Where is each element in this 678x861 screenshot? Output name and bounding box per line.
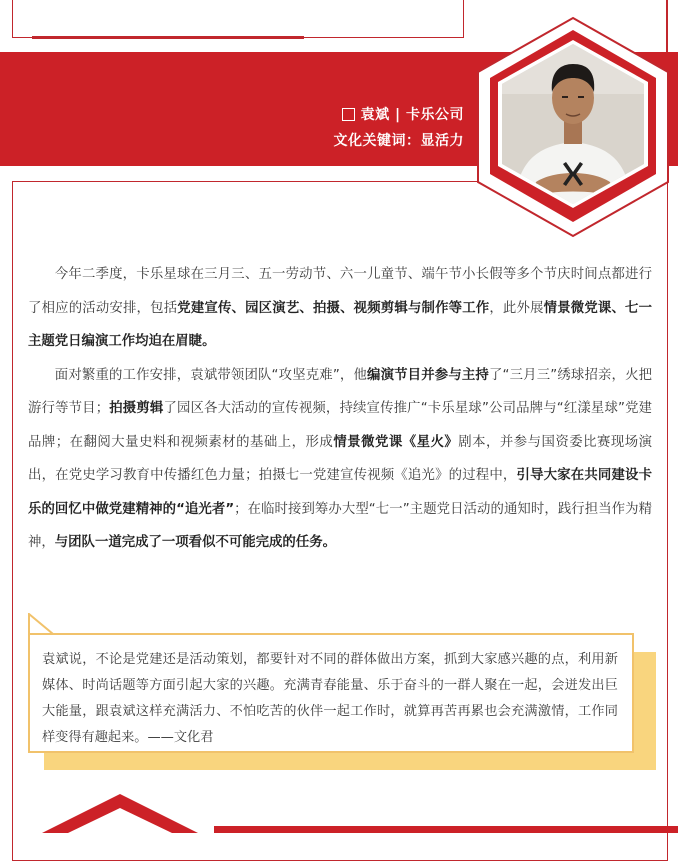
paragraph-emphasis: 拍摄剪辑 (109, 401, 164, 416)
paragraph-text: 剧本，并参与国资委比赛现场演出，在党史学习教育中传播红色力量；拍摄七一党建宣传视频《追光》的过程中， (28, 434, 653, 483)
previous-section-divider (32, 36, 304, 39)
paragraph-text: 了“三月三”绣球招亲，火把游行等节目； (28, 367, 653, 416)
author-name: 袁斌 | 卡乐公司 (360, 107, 464, 123)
article-paragraph-2 (28, 359, 652, 560)
paragraph-emphasis: 与团队一道完成了一项看似不可能完成的任务。 (54, 535, 336, 550)
paragraph-emphasis: 党建宣传、园区演艺、拍摄、视频剪辑与制作等工作 (177, 300, 490, 316)
article-body (28, 258, 652, 560)
portrait-hexagon (474, 14, 672, 240)
quote-tab-icon (28, 613, 54, 635)
paragraph-emphasis: 编演节目并参与主持 (367, 367, 489, 383)
previous-section-card (12, 0, 464, 38)
paragraph-text: ，此外展 (489, 300, 544, 316)
paragraph-text: 了园区各大活动的宣传视频，持续宣传推广“卡乐星球”公司品牌与“红漾星球”党建品牌；在翻阅大量史料和视频素材的基础上，形成 (28, 401, 653, 450)
paragraph-text: ；在临时接到筹办大型“七一”主题党日活动的通知时，践行担当作为精神， (28, 501, 652, 550)
paragraph-text: 面对繁重的工作安排，袁斌带领团队“攻坚克难”，他 (54, 367, 368, 383)
paragraph-text: 今年二季度，卡乐星球在三月三、五一劳动节、六一儿童节、端午节小长假等多个节庆时间点都进行了相应的活动安排，包括 (28, 267, 652, 316)
paragraph-emphasis: 情景微党课、七一主题党日编演工作均迫在眉睫。 (28, 300, 653, 349)
article-paragraph-1 (28, 258, 652, 359)
author-line (342, 104, 464, 124)
author-square-icon (342, 108, 355, 121)
paragraph-emphasis: 引导大家在共同建设卡乐的回忆中做党建精神的“追光者” (28, 468, 653, 517)
paragraph-emphasis: 情景微党课《星火》 (333, 434, 459, 450)
quote-box (28, 633, 634, 753)
quote-text: 袁斌说，不论是党建还是活动策划，都要针对不同的群体做出方案，抓到大家感兴趣的点，利用新媒体、时尚话题等方面引起大家的兴趣。充满青春能量、乐于奋斗的一群人聚在一起，会迸发出巨大能量，跟袁斌这样充满活力、不怕吃苦的伙伴一起工作时，就算再苦再累也会充满激情，工作同样变得有趣起来。——文化君 (42, 652, 618, 745)
culture-keyword: 文化关键词：显活力 (333, 133, 464, 149)
next-section-decoration (0, 780, 678, 833)
